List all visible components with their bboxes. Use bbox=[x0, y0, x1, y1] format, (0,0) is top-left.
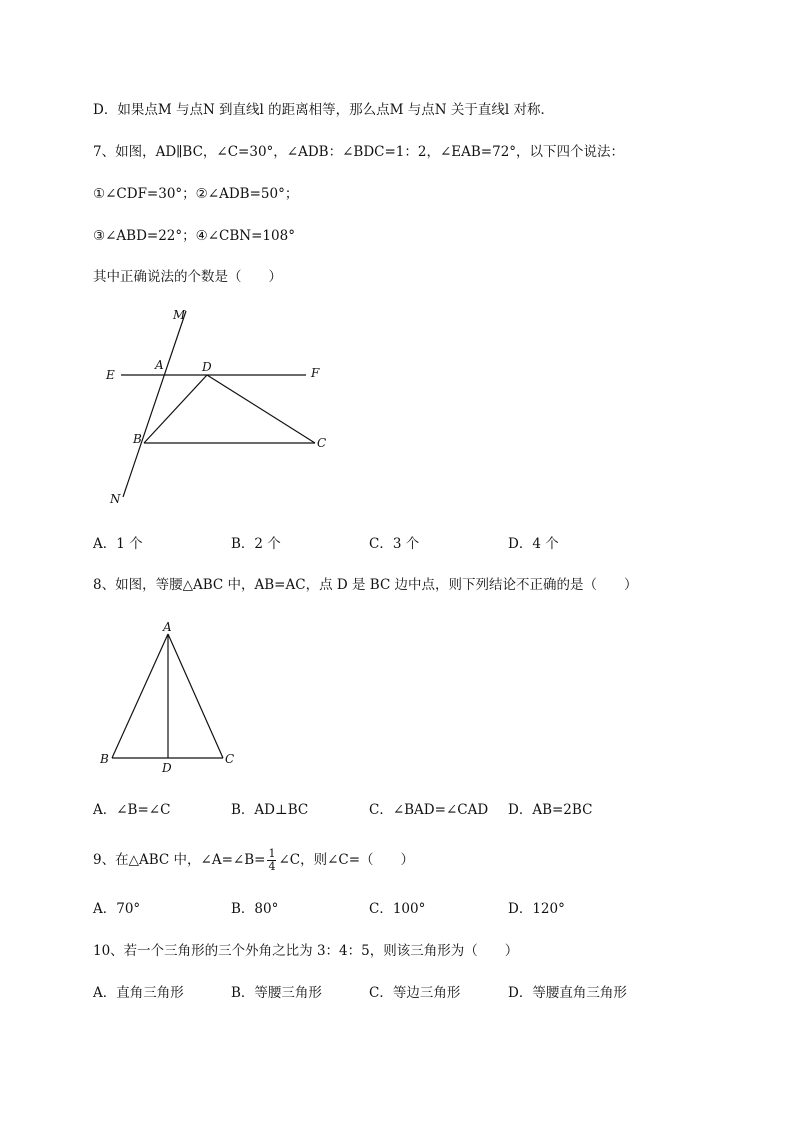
q8-option-c: C．∠BAD=∠CAD bbox=[369, 802, 489, 818]
q9-stem-suffix: ∠C，则∠C=（ ） bbox=[278, 852, 415, 868]
q9-stem-prefix: 9、在△ABC 中，∠A=∠B= bbox=[93, 852, 266, 868]
q10-option-b: B．等腰三角形 bbox=[231, 985, 322, 1001]
q7-stem: 7、如图，AD∥BC，∠C=30°，∠ADB：∠BDC=1：2，∠EAB=72°，以下四个说法： bbox=[93, 144, 625, 160]
q7-option-d: D．4 个 bbox=[508, 536, 559, 552]
q9-option-d: D．120° bbox=[508, 901, 565, 917]
q7-statement-3-4: ③∠ABD=22°；④∠CBN=108° bbox=[93, 228, 295, 244]
q9-fraction-numerator: 1 bbox=[268, 847, 276, 860]
q7-label-n: N bbox=[110, 492, 121, 506]
q9-stem bbox=[93, 847, 414, 873]
q8-label-a: A bbox=[163, 620, 172, 634]
q10-option-c: C．等边三角形 bbox=[369, 985, 461, 1001]
q7-label-a: A bbox=[155, 358, 164, 372]
q7-label-d: D bbox=[202, 360, 212, 374]
q7-option-c: C．3 个 bbox=[369, 536, 420, 552]
q10-option-d: D．等腰直角三角形 bbox=[508, 985, 627, 1001]
q8-label-c: C bbox=[225, 752, 235, 766]
q8-side-ab bbox=[112, 634, 168, 758]
q7-segment-dc bbox=[207, 375, 315, 443]
q10-stem: 10、若一个三角形的三个外角之比为 3：4：5，则该三角形为（ ） bbox=[93, 943, 519, 959]
q7-option-b: B．2 个 bbox=[231, 536, 281, 552]
q8-side-ac bbox=[168, 634, 223, 758]
q7-statement-1-2: ①∠CDF=30°；②∠ADB=50°； bbox=[93, 186, 299, 202]
q7-label-f: F bbox=[311, 366, 320, 380]
q6-option-d: D．如果点M 与点N 到直线l 的距离相等，那么点M 与点N 关于直线l 对称． bbox=[93, 102, 554, 118]
q7-option-a: A．1 个 bbox=[93, 536, 143, 552]
q8-option-b: B．AD⊥BC bbox=[231, 802, 309, 818]
q9-option-a: A．70° bbox=[93, 901, 141, 917]
q7-line-mn bbox=[123, 311, 186, 497]
q7-label-e: E bbox=[106, 368, 115, 382]
q9-option-b: B．80° bbox=[231, 901, 279, 917]
q9-option-c: C．100° bbox=[369, 901, 426, 917]
q8-stem: 8、如图，等腰△ABC 中，AB=AC，点 D 是 BC 边中点，则下列结论不正确的是（ ） bbox=[93, 577, 638, 593]
q8-option-d: D．AB=2BC bbox=[508, 802, 593, 818]
q9-fraction bbox=[267, 848, 276, 873]
q7-label-m: M bbox=[173, 308, 186, 322]
q8-label-b: B bbox=[100, 752, 109, 766]
q7-label-b: B bbox=[133, 432, 142, 446]
q7-question: 其中正确说法的个数是（ ） bbox=[93, 269, 282, 285]
q7-label-c: C bbox=[317, 436, 327, 450]
q8-label-d: D bbox=[162, 761, 172, 775]
q10-option-a: A．直角三角形 bbox=[93, 985, 184, 1001]
q8-option-a: A．∠B=∠C bbox=[93, 802, 171, 818]
q9-fraction-denominator: 4 bbox=[268, 860, 276, 873]
q7-segment-bd bbox=[144, 375, 207, 443]
